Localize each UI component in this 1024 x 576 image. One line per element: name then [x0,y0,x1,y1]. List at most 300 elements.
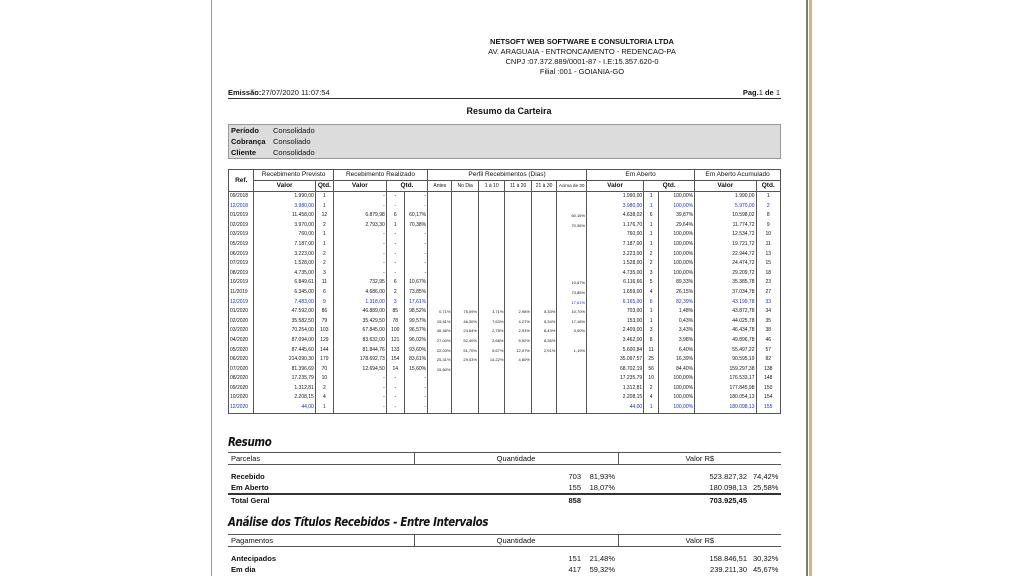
cell-prev-qtd: 129 [315,336,333,346]
cell-real-qtd: - [386,259,404,269]
cell-prev-valor: 7.483,00 [254,298,315,308]
cell-aberto-qtd: 2 [644,250,659,260]
cell-aberto-valor: 153,00 [587,317,644,327]
cell-ref: 10/2020 [229,393,254,403]
cell-11-20 [505,221,531,231]
cell-acum-qtd: 27 [756,288,781,298]
cell-aberto-valor: 2.208,15 [587,393,644,403]
cell-21-30 [531,211,556,221]
cell-acum-qtd: 82 [756,355,781,365]
cell-real-pct: - [404,202,427,212]
cell-real-pct: - [404,250,427,260]
table-row [229,298,781,308]
cell-ref: 09/2018 [229,192,254,202]
cell-acum-valor: 19.721,72 [695,240,756,250]
cell-acum-qtd: 57 [756,346,781,356]
cell-antes [428,250,452,260]
cell-antes [428,393,452,403]
cell-no-dia [452,259,478,269]
cell-real-pct: - [404,393,427,403]
cell-aberto-valor: 1.659,00 [587,288,644,298]
cell-real-valor: 83.632,00 [333,336,386,346]
cell-acum-qtd: 148 [756,374,781,384]
cell-real-valor: - [333,403,386,413]
cell-real-pct: 73,85% [404,288,427,298]
resumo-table [228,452,781,506]
cell-21-30: 2,91% [531,346,556,356]
cell-prev-valor: 35.582,50 [254,317,315,327]
cell-11-20 [505,288,531,298]
cell-real-qtd: 100 [386,326,404,336]
cell-11-20: 4,60% [505,355,531,365]
cell-prev-qtd: 12 [315,211,333,221]
cell-1-10 [478,202,504,212]
cell-aberto-valor: 4.638,02 [587,211,644,221]
resumo-col-parcelas: Parcelas [228,453,414,465]
cell-antes: 0,71% [428,307,452,317]
col-aberto-qtd: Qtd. [644,181,695,192]
cell-real-valor: - [333,269,386,279]
cell-aberto-pct: 100,00% [659,192,695,202]
cell-real-pct: 17,61% [404,298,427,308]
cell-real-qtd: 2 [386,288,404,298]
cell-aberto-pct: 39,87% [659,211,695,221]
table-row [229,403,781,413]
group-recebimento-realizado: Recebimento Realizado [333,170,427,181]
cell-ref: 04/2020 [229,336,254,346]
cell-acima-30 [557,240,587,250]
portfolio-table-body [229,192,781,414]
cell-11-20 [505,403,531,413]
table-row [229,211,781,221]
cell-1-10 [478,298,504,308]
cell-antes [428,278,452,288]
col-real-qtd: Qtd. [386,181,427,192]
cell-acima-30: 3,00% [557,326,587,336]
cell-21-30 [531,250,556,260]
cell-aberto-pct: 29,64% [659,221,695,231]
cell-real-qtd: 14 [386,365,404,375]
filter-cliente: Cliente Consolidado [231,148,315,157]
cell-real-pct: 10,67% [404,278,427,288]
cell-antes [428,298,452,308]
cell-prev-valor: 3.970,00 [254,221,315,231]
cell-acum-valor: 5.970,00 [695,202,756,212]
cell-prev-valor: 44,00 [254,403,315,413]
cell-11-20 [505,192,531,202]
cell-aberto-pct: 3,43% [659,326,695,336]
cell-21-30 [531,393,556,403]
cell-acum-valor: 90.595,19 [695,355,756,365]
cell-acima-30 [557,365,587,375]
resumo-header-row [228,453,781,465]
col-real-valor: Valor [333,181,386,192]
cell-ref: 12/2020 [229,403,254,413]
cell-11-20 [505,365,531,375]
cell-real-qtd: 1 [386,221,404,231]
cell-aberto-qtd: 10 [644,374,659,384]
cell-no-dia [452,230,478,240]
table-row [229,393,781,403]
cell-acum-qtd: 46 [756,336,781,346]
cell-acima-30: 10,70% [557,307,587,317]
cell-acum-valor: 176.533,17 [695,374,756,384]
cell-acum-valor: 180.054,13 [695,393,756,403]
table-row [229,317,781,327]
cell-antes [428,403,452,413]
viewer-border [809,0,812,576]
cell-antes: 22,03% [428,346,452,356]
cell-ref: 12/2019 [229,298,254,308]
table-row [229,307,781,317]
cell-antes [428,288,452,298]
cell-antes [428,384,452,394]
cell-aberto-valor: 760,00 [587,230,644,240]
cell-aberto-qtd: 1 [644,403,659,413]
cell-real-valor: - [333,250,386,260]
cell-11-20: 2,93% [505,326,531,336]
cell-aberto-qtd: 1 [644,317,659,327]
cell-antes [428,259,452,269]
cell-real-qtd: 154 [386,355,404,365]
cell-aberto-qtd: 1 [644,307,659,317]
cell-aberto-qtd: 4 [644,393,659,403]
cell-aberto-pct: 3,98% [659,336,695,346]
emission-date [228,88,330,97]
cell-no-dia: 29,03% [452,355,478,365]
cell-prev-qtd: 6 [315,288,333,298]
cell-aberto-pct: 100,00% [659,374,695,384]
cell-acum-valor: 24.474,72 [695,259,756,269]
cell-21-30: 6,43% [531,326,556,336]
table-row [229,326,781,336]
cell-prev-qtd: 9 [315,298,333,308]
cell-acum-valor: 10.598,02 [695,211,756,221]
cell-aberto-qtd: 3 [644,326,659,336]
page-of-label: de [764,88,774,97]
analise-row-antecipados: Antecipados 151 21,48% 158.846,51 30,32% [231,553,779,563]
analise-row-em-dia: Em dia 417 59,32% 239.211,30 45,67% [231,564,779,574]
cell-antes [428,192,452,202]
cell-11-20 [505,269,531,279]
cell-acum-qtd: 34 [756,307,781,317]
cell-no-dia [452,192,478,202]
cell-real-pct: 83,61% [404,355,427,365]
cell-real-pct: 96,57% [404,326,427,336]
cell-21-30: 5,34% [531,317,556,327]
cell-real-pct: - [404,384,427,394]
cell-aberto-valor: 17.235,79 [587,374,644,384]
table-row [229,259,781,269]
cell-aberto-valor: 3.980,00 [587,202,644,212]
cell-acum-valor: 44.025,78 [695,317,756,327]
cell-1-10: 5,67% [478,346,504,356]
page-right-edge [806,0,808,576]
cell-aberto-valor: 2.409,00 [587,326,644,336]
cell-acum-qtd: 1 [756,192,781,202]
cell-real-pct: 93,60% [404,346,427,356]
cell-no-dia [452,288,478,298]
cell-21-30 [531,288,556,298]
cell-acum-valor: 46.434,78 [695,326,756,336]
cell-real-qtd: - [386,403,404,413]
cell-aberto-valor: 703,00 [587,307,644,317]
table-row [229,192,781,202]
cell-no-dia [452,298,478,308]
cell-aberto-pct: 1,48% [659,307,695,317]
cell-ref: 07/2020 [229,365,254,375]
cell-acum-qtd: 2 [756,202,781,212]
cell-1-10 [478,259,504,269]
cell-ref: 06/2019 [229,250,254,260]
cell-real-valor: 81.844,76 [333,346,386,356]
resumo-row-em-aberto: Em Aberto 155 18,07% 180.098,13 25,58% [231,482,779,492]
cell-21-30 [531,221,556,231]
cell-aberto-qtd: 5 [644,278,659,288]
cell-aberto-valor: 1.528,00 [587,259,644,269]
resumo-row-recebido: Recebido 703 81,93% 523.827,32 74,42% [231,471,779,481]
cell-acum-valor: 22.944,72 [695,250,756,260]
cell-acima-30 [557,202,587,212]
filter-periodo: Período Consolidado [231,126,315,135]
cell-real-valor: 67.845,00 [333,326,386,336]
cell-prev-valor: 70.254,00 [254,326,315,336]
cell-acima-30: 1,19% [557,346,587,356]
table-row [229,269,781,279]
cell-aberto-qtd: 2 [644,384,659,394]
resumo-col-valor: Valor R$ [618,453,781,465]
cell-acum-qtd: 11 [756,240,781,250]
cell-aberto-valor: 44,00 [587,403,644,413]
cell-acum-valor: 159.297,38 [695,365,756,375]
cell-1-10 [478,230,504,240]
cell-real-valor: 178.692,73 [333,355,386,365]
cell-real-valor: - [333,374,386,384]
cell-aberto-pct: 100,00% [659,259,695,269]
cell-aberto-pct: 82,39% [659,298,695,308]
table-row [229,365,781,375]
cell-21-30 [531,240,556,250]
cell-acum-valor: 1.990,00 [695,192,756,202]
cell-acima-30: 73,85% [557,288,587,298]
cell-no-dia [452,202,478,212]
cell-prev-qtd: 1 [315,202,333,212]
col-acima-30: Acima de 30 [557,181,587,192]
cell-ref: 07/2019 [229,259,254,269]
cell-prev-valor: 214.090,30 [254,355,315,365]
cell-acum-qtd: 8 [756,211,781,221]
table-row [229,240,781,250]
company-cnpj: CNPJ :07.372.889/0001-87 - I.E:15.357.620-0 [505,57,659,66]
cell-real-valor: 12.694,50 [333,365,386,375]
cell-1-10 [478,374,504,384]
cell-no-dia [452,365,478,375]
cell-prev-qtd: 86 [315,307,333,317]
cell-21-30 [531,374,556,384]
cell-11-20 [505,202,531,212]
cell-acima-30: 10,67% [557,278,587,288]
cell-antes: 15,60% [428,365,452,375]
cell-acima-30 [557,384,587,394]
cell-1-10 [478,269,504,279]
cell-ref: 12/2018 [229,202,254,212]
cell-prev-qtd: 2 [315,384,333,394]
table-row [229,374,781,384]
cell-prev-qtd: 3 [315,269,333,279]
cell-prev-valor: 4.735,00 [254,269,315,279]
cell-1-10: 14,22% [478,355,504,365]
cell-real-pct: - [404,374,427,384]
cell-no-dia: 46,30% [452,317,478,327]
cell-prev-valor: 87.445,60 [254,346,315,356]
cell-acum-valor: 43.872,78 [695,307,756,317]
cell-1-10 [478,192,504,202]
table-row [229,202,781,212]
cell-antes [428,230,452,240]
cell-1-10: 7,63% [478,317,504,327]
group-em-aberto-acumulado: Em Aberto Acumulado [695,170,781,181]
cell-no-dia [452,374,478,384]
cell-real-valor: 4.686,00 [333,288,386,298]
header-divider [228,98,781,99]
cell-real-qtd: 85 [386,307,404,317]
page-label: Pag. [742,88,759,97]
cell-1-10 [478,403,504,413]
analise-table [228,534,781,575]
cell-aberto-qtd: 1 [644,202,659,212]
cell-real-valor: 2.793,30 [333,221,386,231]
cell-real-qtd: 6 [386,211,404,221]
cell-prev-qtd: 70 [315,365,333,375]
cell-aberto-valor: 1.990,00 [587,192,644,202]
cell-no-dia [452,403,478,413]
cell-acima-30 [557,355,587,365]
cell-real-pct: 96,02% [404,336,427,346]
cell-prev-qtd: 11 [315,278,333,288]
cell-no-dia [452,250,478,260]
cell-ref: 05/2020 [229,346,254,356]
cell-no-dia: 24,64% [452,326,478,336]
cell-prev-qtd: 1 [315,240,333,250]
cell-21-30 [531,230,556,240]
cell-prev-qtd: 1 [315,230,333,240]
cell-prev-valor: 1.990,00 [254,192,315,202]
cell-prev-qtd: 179 [315,355,333,365]
cell-aberto-pct: 100,00% [659,240,695,250]
cell-11-20 [505,250,531,260]
cell-prev-valor: 760,00 [254,230,315,240]
cell-real-qtd: - [386,192,404,202]
cell-acum-valor: 49.896,78 [695,336,756,346]
cell-aberto-valor: 35.097,57 [587,355,644,365]
cell-prev-valor: 81.396,69 [254,365,315,375]
cell-aberto-pct: 89,33% [659,278,695,288]
col-acum-qtd: Qtd. [756,181,781,192]
resumo-title: Resumo [228,434,272,449]
cell-aberto-valor: 68.702,19 [587,365,644,375]
cell-aberto-valor: 6.116,66 [587,278,644,288]
cell-real-valor: 35.429,50 [333,317,386,327]
cell-21-30 [531,365,556,375]
table-row [229,250,781,260]
cell-acima-30: 17,61% [557,298,587,308]
cell-21-30 [531,384,556,394]
cell-real-pct: 70,38% [404,221,427,231]
cell-1-10: 2,78% [478,326,504,336]
table-row [229,355,781,365]
filter-cobranca: Cobrança Consoliado [231,137,311,146]
cell-aberto-qtd: 6 [644,211,659,221]
cell-real-qtd: - [386,202,404,212]
cell-11-20 [505,211,531,221]
cell-21-30: 5,33% [531,307,556,317]
cell-21-30: 8,36% [531,336,556,346]
cell-prev-valor: 7.187,00 [254,240,315,250]
cell-no-dia [452,221,478,231]
cell-acima-30 [557,192,587,202]
analise-col-valor: Valor R$ [618,535,781,547]
cell-prev-qtd: 1 [315,192,333,202]
cell-acima-30 [557,403,587,413]
cell-acum-qtd: 38 [756,326,781,336]
cell-real-pct: 60,17% [404,211,427,221]
cell-aberto-qtd: 11 [644,346,659,356]
cell-prev-qtd: 2 [315,250,333,260]
table-row [229,336,781,346]
cell-real-valor: - [333,192,386,202]
cell-real-qtd: 133 [386,346,404,356]
cell-aberto-valor: 5.600,84 [587,346,644,356]
cell-ref: 01/2020 [229,307,254,317]
cell-acima-30: 70,36% [557,221,587,231]
cell-no-dia [452,384,478,394]
cell-real-pct: 99,57% [404,317,427,327]
cell-antes [428,240,452,250]
cell-acima-30 [557,259,587,269]
cell-real-pct: - [404,269,427,279]
cell-aberto-qtd: 4 [644,288,659,298]
emission-label: Emissão: [228,88,262,97]
cell-acum-valor: 180.098,13 [695,403,756,413]
cell-aberto-qtd: 2 [644,259,659,269]
cell-acum-qtd: 13 [756,250,781,260]
cell-acum-valor: 177.845,98 [695,384,756,394]
portfolio-table [228,169,781,414]
col-ref: Ref. [229,170,254,192]
cell-aberto-pct: 0,43% [659,317,695,327]
cell-1-10 [478,240,504,250]
cell-11-20 [505,384,531,394]
cell-prev-valor: 17.235,79 [254,374,315,384]
cell-acum-valor: 12.534,72 [695,230,756,240]
cell-1-10 [478,384,504,394]
cell-real-pct: - [404,230,427,240]
page-number [743,88,780,97]
cell-aberto-pct: 100,00% [659,384,695,394]
cell-antes [428,211,452,221]
cell-prev-qtd: 2 [315,221,333,231]
cell-acima-30 [557,250,587,260]
cell-acum-qtd: 15 [756,259,781,269]
cell-acum-valor: 43.199,78 [695,298,756,308]
table-row [229,384,781,394]
cell-21-30 [531,269,556,279]
cell-acima-30 [557,374,587,384]
cell-real-qtd: - [386,240,404,250]
cell-acum-qtd: 33 [756,298,781,308]
cell-real-pct: - [404,403,427,413]
cell-prev-qtd: 10 [315,374,333,384]
